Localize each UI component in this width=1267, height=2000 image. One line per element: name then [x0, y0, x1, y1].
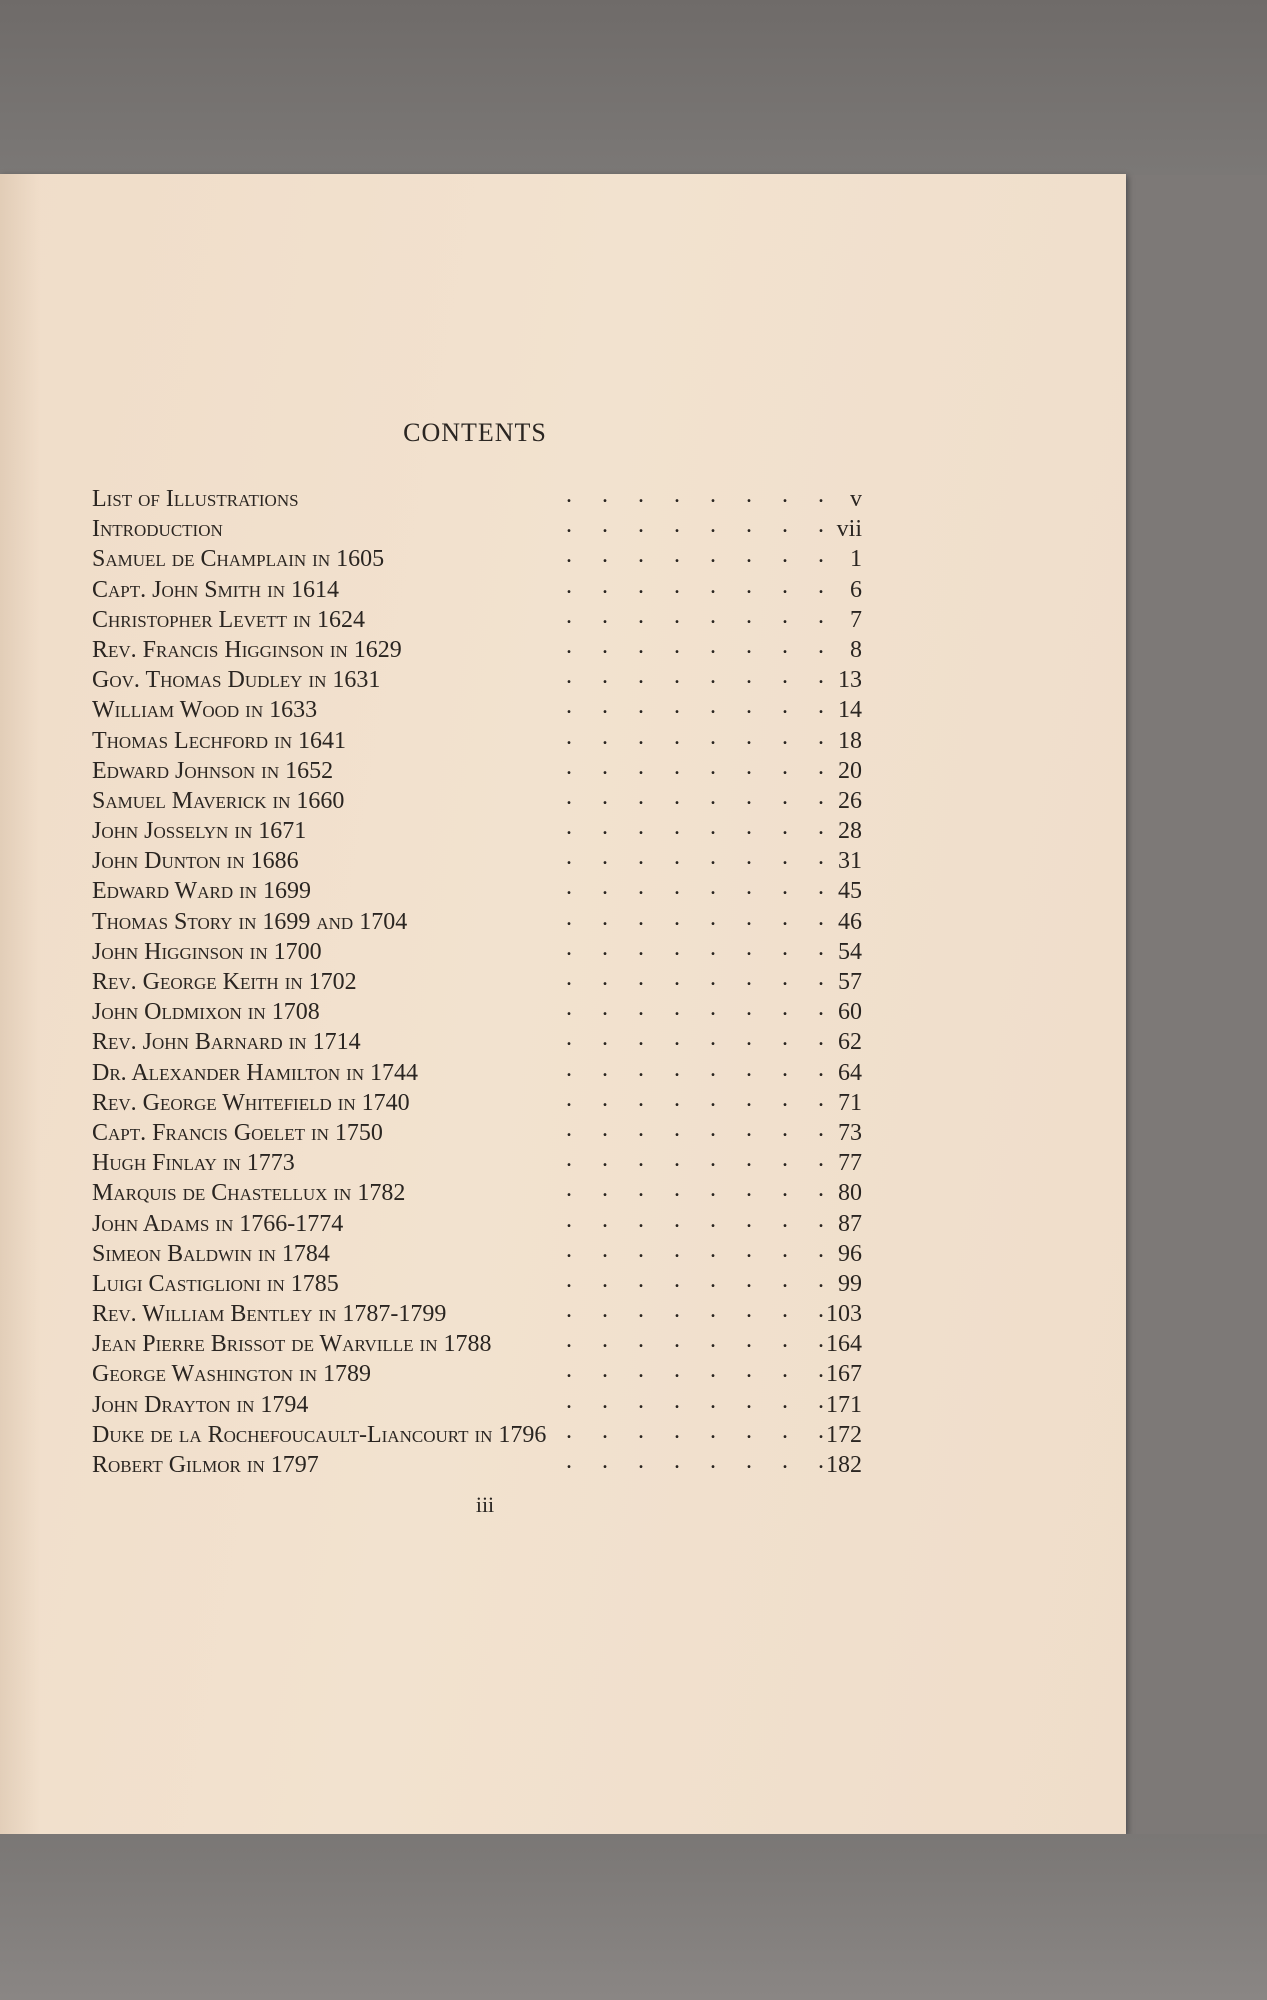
toc-entry-page: 20	[838, 757, 862, 784]
table-of-contents	[92, 484, 862, 1480]
toc-entry-title: Capt. Francis Goelet in 1750	[92, 1119, 383, 1146]
toc-entry-title: Rev. George Keith in 1702	[92, 969, 357, 995]
toc-entry-title: Samuel de Champlain in 1605	[92, 546, 385, 573]
dot-leader: . . . . . . . .	[566, 1297, 824, 1324]
toc-entry-title: Dr. Alexander Hamilton in 1744	[92, 1059, 419, 1086]
dot-leader: . . . . . . . .	[566, 1236, 824, 1263]
toc-entry-title: Jean Pierre Brissot de Warville in 1788	[92, 1331, 492, 1358]
toc-entry-page: 54	[838, 938, 862, 965]
toc-entry-title: John Josselyn in 1671	[92, 818, 307, 845]
book-page	[0, 174, 1126, 1834]
toc-entry-title: John Adams in 1766-1774	[92, 1210, 344, 1237]
toc-entry-title: Capt. John Smith in 1614	[92, 576, 340, 603]
toc-entry-page: 45	[838, 878, 862, 905]
dot-leader: . . . . . . . .	[566, 753, 824, 780]
toc-entry-page: 18	[838, 727, 862, 754]
toc-entry-title: John Drayton in 1794	[92, 1391, 309, 1418]
dot-leader: . . . . . . . .	[566, 934, 824, 961]
toc-entry-title: Marquis de Chastellux in 1782	[92, 1180, 406, 1207]
dot-leader: . . . . . . . .	[566, 904, 824, 931]
dot-leader: . . . . . . . .	[566, 572, 824, 599]
dot-leader: . . . . . . . .	[566, 995, 824, 1022]
toc-entry-page: 6	[850, 576, 862, 603]
backdrop-top	[0, 0, 1267, 175]
toc-entry-page: 1	[850, 546, 862, 573]
toc-entry-title: Thomas Story in 1699 and 1704	[92, 908, 408, 935]
toc-entry-page: 167	[826, 1361, 862, 1388]
toc-entry-page: 172	[826, 1421, 862, 1448]
toc-entry-page: 46	[838, 908, 862, 935]
toc-entry-title: Rev. William Bentley in 1787-1799	[92, 1301, 447, 1328]
dot-leader: . . . . . . . .	[566, 1055, 824, 1082]
toc-entry-page: 14	[838, 697, 862, 724]
toc-entry	[92, 1450, 862, 1480]
dot-leader: . . . . . . . .	[566, 482, 824, 508]
toc-entry-title: List of Illustrations	[92, 486, 299, 512]
toc-entry-title: William Wood in 1633	[92, 697, 318, 724]
toc-entry-title: Luigi Castiglioni in 1785	[92, 1270, 339, 1297]
toc-entry-title: Christopher Levett in 1624	[92, 606, 365, 633]
toc-entry-page: 28	[838, 818, 862, 845]
dot-leader: . . . . . . . .	[566, 602, 824, 629]
dot-leader: . . . . . . . .	[566, 542, 824, 569]
toc-entry-title: Rev. George Whitefield in 1740	[92, 1089, 410, 1116]
dot-leader: . . . . . . . .	[566, 1448, 824, 1474]
toc-entry-title: Simeon Baldwin in 1784	[92, 1240, 330, 1267]
dot-leader: . . . . . . . .	[566, 693, 824, 720]
toc-entry-title: Edward Johnson in 1652	[92, 757, 334, 784]
toc-entry-title: Gov. Thomas Dudley in 1631	[92, 667, 381, 694]
toc-entry-title: George Washington in 1789	[92, 1361, 372, 1388]
page-folio: iii	[475, 1492, 495, 1517]
toc-entry-page: vii	[836, 516, 862, 543]
toc-entry-page: 171	[826, 1391, 862, 1418]
dot-leader: . . . . . . . .	[566, 1085, 824, 1112]
toc-entry-page: v	[850, 486, 862, 512]
dot-leader: . . . . . . . .	[566, 874, 824, 901]
dot-leader: . . . . . . . .	[566, 1327, 824, 1354]
toc-entry-title: Rev. John Barnard in 1714	[92, 1029, 361, 1056]
toc-entry-page: 62	[838, 1029, 862, 1056]
toc-entry-page: 8	[850, 636, 862, 663]
backdrop-bottom	[0, 1834, 1267, 2000]
toc-entry-page: 31	[838, 848, 862, 875]
toc-entry-page: 99	[838, 1270, 862, 1297]
toc-entry-title: John Dunton in 1686	[92, 848, 299, 875]
dot-leader: . . . . . . . .	[566, 663, 824, 690]
toc-entry-page: 57	[838, 969, 862, 995]
toc-entry-title: Edward Ward in 1699	[92, 878, 312, 905]
dot-leader: . . . . . . . .	[566, 1387, 824, 1414]
toc-entry-page: 13	[838, 667, 862, 694]
toc-entry-page: 7	[850, 606, 862, 633]
toc-entry-title: Samuel Maverick in 1660	[92, 787, 345, 814]
toc-entry-title: Rev. Francis Higginson in 1629	[92, 636, 402, 663]
toc-entry-page: 77	[838, 1150, 862, 1177]
toc-entry-title: Robert Gilmor in 1797	[92, 1452, 319, 1478]
toc-entry-page: 26	[838, 787, 862, 814]
dot-leader: . . . . . . . .	[566, 1417, 824, 1444]
toc-entry-title: Introduction	[92, 516, 223, 543]
toc-entry-page: 164	[826, 1331, 862, 1358]
dot-leader: . . . . . . . .	[566, 1266, 824, 1293]
toc-entry-title: Thomas Lechford in 1641	[92, 727, 347, 754]
dot-leader: . . . . . . . .	[566, 632, 824, 659]
toc-entry-page: 96	[838, 1240, 862, 1267]
dot-leader: . . . . . . . .	[566, 1025, 824, 1052]
dot-leader: . . . . . . . .	[566, 1115, 824, 1142]
dot-leader: . . . . . . . .	[566, 1146, 824, 1173]
toc-entry-page: 182	[826, 1452, 862, 1478]
dot-leader: . . . . . . . .	[566, 844, 824, 871]
dot-leader: . . . . . . . .	[566, 723, 824, 750]
toc-entry-page: 103	[826, 1301, 862, 1328]
toc-entry-page: 87	[838, 1210, 862, 1237]
toc-entry-page: 80	[838, 1180, 862, 1207]
dot-leader: . . . . . . . .	[566, 1176, 824, 1203]
toc-entry-title: Hugh Finlay in 1773	[92, 1150, 295, 1177]
toc-entry-page: 71	[838, 1089, 862, 1116]
dot-leader: . . . . . . . .	[566, 814, 824, 841]
dot-leader: . . . . . . . .	[566, 783, 824, 810]
contents-heading: CONTENTS	[403, 418, 547, 447]
toc-entry-page: 60	[838, 999, 862, 1026]
toc-entry-page: 73	[838, 1119, 862, 1146]
toc-entry-title: John Oldmixon in 1708	[92, 999, 320, 1026]
dot-leader: . . . . . . . .	[566, 1357, 824, 1384]
toc-entry-title: Duke de la Rochefoucault-Liancourt in 1796	[92, 1421, 547, 1448]
toc-entry-page: 64	[838, 1059, 862, 1086]
dot-leader: . . . . . . . .	[566, 512, 824, 539]
toc-entry-title: John Higginson in 1700	[92, 938, 322, 965]
dot-leader: . . . . . . . .	[566, 965, 824, 991]
dot-leader: . . . . . . . .	[566, 1206, 824, 1233]
